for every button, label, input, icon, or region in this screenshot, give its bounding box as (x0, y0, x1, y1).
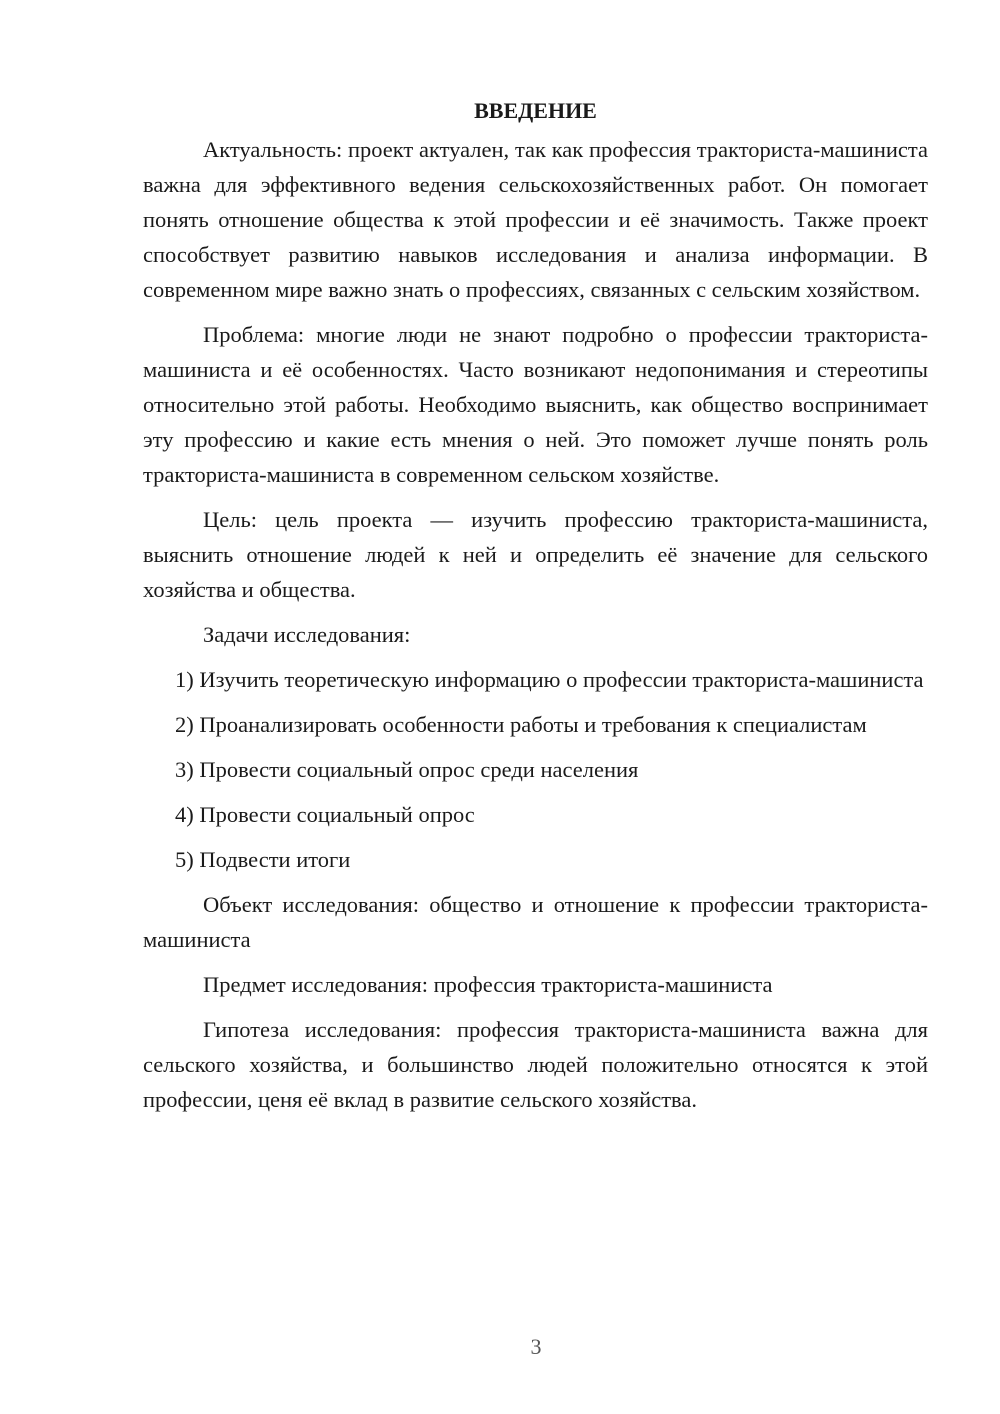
paragraph-hypothesis: Гипотеза исследования: профессия тракториста-машиниста важна для сельского хозяйства, и большинство людей положительно относятся к этой профессии, ценя её вклад в развитие сельского хозяйства. (143, 1017, 928, 1112)
paragraph-problem: Проблема: многие люди не знают подробно о профессии тракториста-машиниста и её особенностях. Часто возникают недопонимания и стереотипы относительно этой работы. Необходимо выяснить, как общество воспринимает эту профессию и какие есть мнения о ней. Это поможет лучше понять роль тракториста-машиниста в современном сельском хозяйстве. (143, 322, 928, 487)
paragraph-relevance: Актуальность: проект актуален, так как профессия тракториста-машиниста важна для эффективного ведения сельскохозяйственных работ. Он помогает понять отношение общества к этой профессии и её значимость. Также проект способствует развитию навыков исследования и анализа информации. В современном мире важно знать о профессиях, связанных с сельским хозяйством. (143, 137, 928, 302)
document-page (143, 96, 928, 1117)
task-item: 4) Провести социальный опрос (175, 802, 475, 827)
paragraph-subject: Предмет исследования: профессия тракториста-машиниста (203, 972, 773, 997)
paragraph-object: Объект исследования: общество и отношение к профессии тракториста-машиниста (143, 892, 928, 952)
task-item: 2) Проанализировать особенности работы и требования к специалистам (175, 712, 867, 737)
page-number: 3 (530, 1334, 542, 1359)
paragraph-goal: Цель: цель проекта — изучить профессию тракториста-машиниста, выяснить отношение людей к ней и определить её значение для сельского хозяйства и общества. (143, 507, 928, 602)
paragraph-tasks-heading: Задачи исследования: (203, 622, 411, 647)
task-item: 3) Провести социальный опрос среди населения (175, 757, 639, 782)
task-item: 1) Изучить теоретическую информацию о профессии тракториста-машиниста (175, 667, 924, 692)
section-title: ВВЕДЕНИЕ (474, 98, 597, 123)
task-item: 5) Подвести итоги (175, 847, 351, 872)
